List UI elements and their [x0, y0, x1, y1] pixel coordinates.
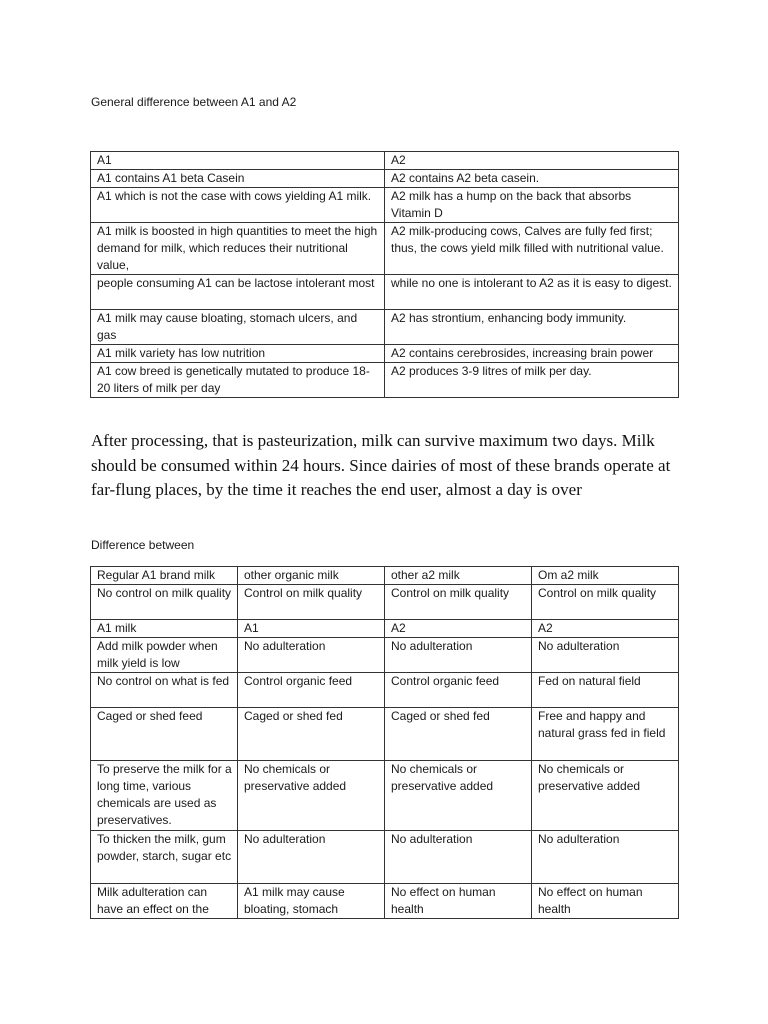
table-cell: A1 which is not the case with cows yielding A1 milk.	[91, 188, 385, 223]
table-cell: No effect on human health	[532, 884, 679, 919]
table-cell: No effect on human health	[385, 884, 532, 919]
table-cell: Caged or shed fed	[385, 708, 532, 761]
table-cell: A2 milk-producing cows, Calves are fully fed first; thus, the cows yield milk filled with nutritional value.	[385, 223, 679, 275]
heading-general-difference: General difference between A1 and A2	[91, 95, 297, 109]
table-row	[91, 831, 679, 884]
table-cell: A1	[238, 620, 385, 638]
table-cell: No control on what is fed	[91, 673, 238, 708]
table-cell: Om a2 milk	[532, 567, 679, 585]
table-cell: No adulteration	[532, 638, 679, 673]
table-row	[91, 761, 679, 831]
table-cell: A2 contains A2 beta casein.	[385, 170, 679, 188]
table-cell: Control on milk quality	[238, 585, 385, 620]
table-cell: other a2 milk	[385, 567, 532, 585]
table-row	[91, 188, 679, 223]
table-row	[91, 708, 679, 761]
table-row	[91, 585, 679, 620]
table-cell: Control organic feed	[238, 673, 385, 708]
table-cell: A2	[385, 620, 532, 638]
table-cell: Control on milk quality	[532, 585, 679, 620]
table-cell: A1 milk may cause bloating, stomach ulcers, and gas	[91, 310, 385, 345]
table-row	[91, 345, 679, 363]
table-cell: No adulteration	[238, 638, 385, 673]
table-cell: No adulteration	[385, 831, 532, 884]
table-cell: No chemicals or preservative added	[238, 761, 385, 831]
table-cell: A1 cow breed is genetically mutated to produce 18-20 liters of milk per day	[91, 363, 385, 398]
table-cell: A1 milk	[91, 620, 238, 638]
table-row	[91, 620, 679, 638]
table-row	[91, 152, 679, 170]
table-cell: A2 milk has a hump on the back that absorbs Vitamin D	[385, 188, 679, 223]
a1-a2-comparison-table	[90, 151, 679, 398]
table-cell: A1 milk may cause bloating, stomach	[238, 884, 385, 919]
table-cell: No adulteration	[238, 831, 385, 884]
table-cell: A1 contains A1 beta Casein	[91, 170, 385, 188]
table-cell: No chemicals or preservative added	[385, 761, 532, 831]
table-cell: A2 produces 3-9 litres of milk per day.	[385, 363, 679, 398]
table-cell: Milk adulteration can have an effect on the	[91, 884, 238, 919]
table-row	[91, 275, 679, 310]
table-row	[91, 673, 679, 708]
table-cell: Fed on natural field	[532, 673, 679, 708]
table-cell: Caged or shed feed	[91, 708, 238, 761]
table-row	[91, 170, 679, 188]
table-row	[91, 223, 679, 275]
table-cell: A1	[91, 152, 385, 170]
milk-brands-comparison-table	[90, 566, 679, 919]
table-cell: Control organic feed	[385, 673, 532, 708]
table-cell: while no one is intolerant to A2 as it is easy to digest.	[385, 275, 679, 310]
table-cell: Regular A1 brand milk	[91, 567, 238, 585]
table-cell: Caged or shed fed	[238, 708, 385, 761]
pasteurization-paragraph: After processing, that is pasteurization, milk can survive maximum two days. Milk should be consumed within 24 hours. Since dairies of most of these brands operate at far-flung places, by the time it reaches the end user, almost a day is over	[91, 431, 671, 499]
table-cell: No control on milk quality	[91, 585, 238, 620]
table-cell: A2	[532, 620, 679, 638]
table-row	[91, 310, 679, 345]
table-cell: Control on milk quality	[385, 585, 532, 620]
table-cell: To thicken the milk, gum powder, starch, sugar etc	[91, 831, 238, 884]
table-cell: people consuming A1 can be lactose intolerant most	[91, 275, 385, 310]
table-cell: To preserve the milk for a long time, various chemicals are used as preservatives.	[91, 761, 238, 831]
heading-difference-between: Difference between	[91, 538, 195, 552]
table-cell: A2 has strontium, enhancing body immunity.	[385, 310, 679, 345]
table-row	[91, 363, 679, 398]
table-row	[91, 567, 679, 585]
table-cell: A1 milk is boosted in high quantities to meet the high demand for milk, which reduces their nutritional value,	[91, 223, 385, 275]
table-cell: Add milk powder when milk yield is low	[91, 638, 238, 673]
table-cell: A2 contains cerebrosides, increasing brain power	[385, 345, 679, 363]
table-cell: No adulteration	[532, 831, 679, 884]
table-cell: A1 milk variety has low nutrition	[91, 345, 385, 363]
table-cell: A2	[385, 152, 679, 170]
table-cell: other organic milk	[238, 567, 385, 585]
table-row	[91, 884, 679, 919]
table-cell: No chemicals or preservative added	[532, 761, 679, 831]
table-cell: Free and happy and natural grass fed in field	[532, 708, 679, 761]
table-cell: No adulteration	[385, 638, 532, 673]
table-row	[91, 638, 679, 673]
